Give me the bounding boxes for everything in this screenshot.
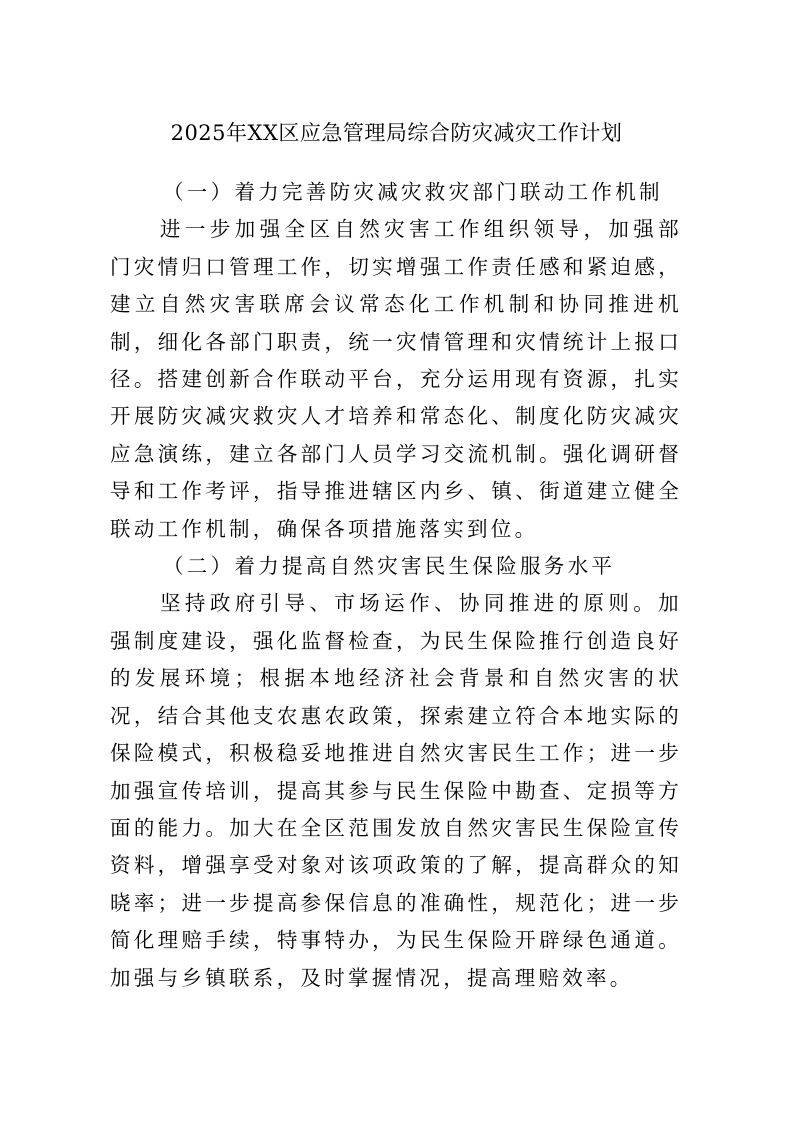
section-heading-2: （二）着力提高自然灾害民生保险服务水平 bbox=[163, 554, 616, 579]
document-title: 2025年XX区应急管理局综合防灾减灾工作计划 bbox=[170, 121, 623, 145]
section-paragraph-2: 坚持政府引导、市场运作、协同推进的原则。加强制度建设，强化监督检查，为民生保险推行创造良好的发展环境；根据本地经济社会背景和自然灾害的状况，结合其他支农惠农政策，探索建立符合本地实际的保险模式，积极稳妥地推进自然灾害民生工作；进一步加强宣传培训，提高其参与民生保险中勘查、定损等方面的能力。加大在全区范围发放自然灾害民生保险宣传资料，增强享受对象对该项政策的了解，提高群众的知晓率；进一步提高参保信息的准确性，规范化；进一步简化理赔手续，特事特办，为民生保险开辟绿色通道。加强与乡镇联系，及时掌握情况，提高理赔效率。 bbox=[110, 591, 682, 990]
document-body bbox=[110, 174, 682, 997]
section-heading-1: （一）着力完善防灾减灾救灾部门联动工作机制 bbox=[163, 180, 663, 204]
section-paragraph-1: 进一步加强全区自然灾害工作组织领导，加强部门灾情归口管理工作，切实增强工作责任感和紧迫感，建立自然灾害联席会议常态化工作机制和协同推进机制，细化各部门职责，统一灾情管理和灾情统计上报口径。搭建创新合作联动平台，充分运用现有资源，扎实开展防灾减灾救灾人才培养和常态化、制度化防灾减灾应急演练，建立各部门人员学习交流机制。强化调研督导和工作考评，指导推进辖区内乡、镇、街道建立健全联动工作机制，确保各项措施落实到位。 bbox=[110, 217, 682, 541]
